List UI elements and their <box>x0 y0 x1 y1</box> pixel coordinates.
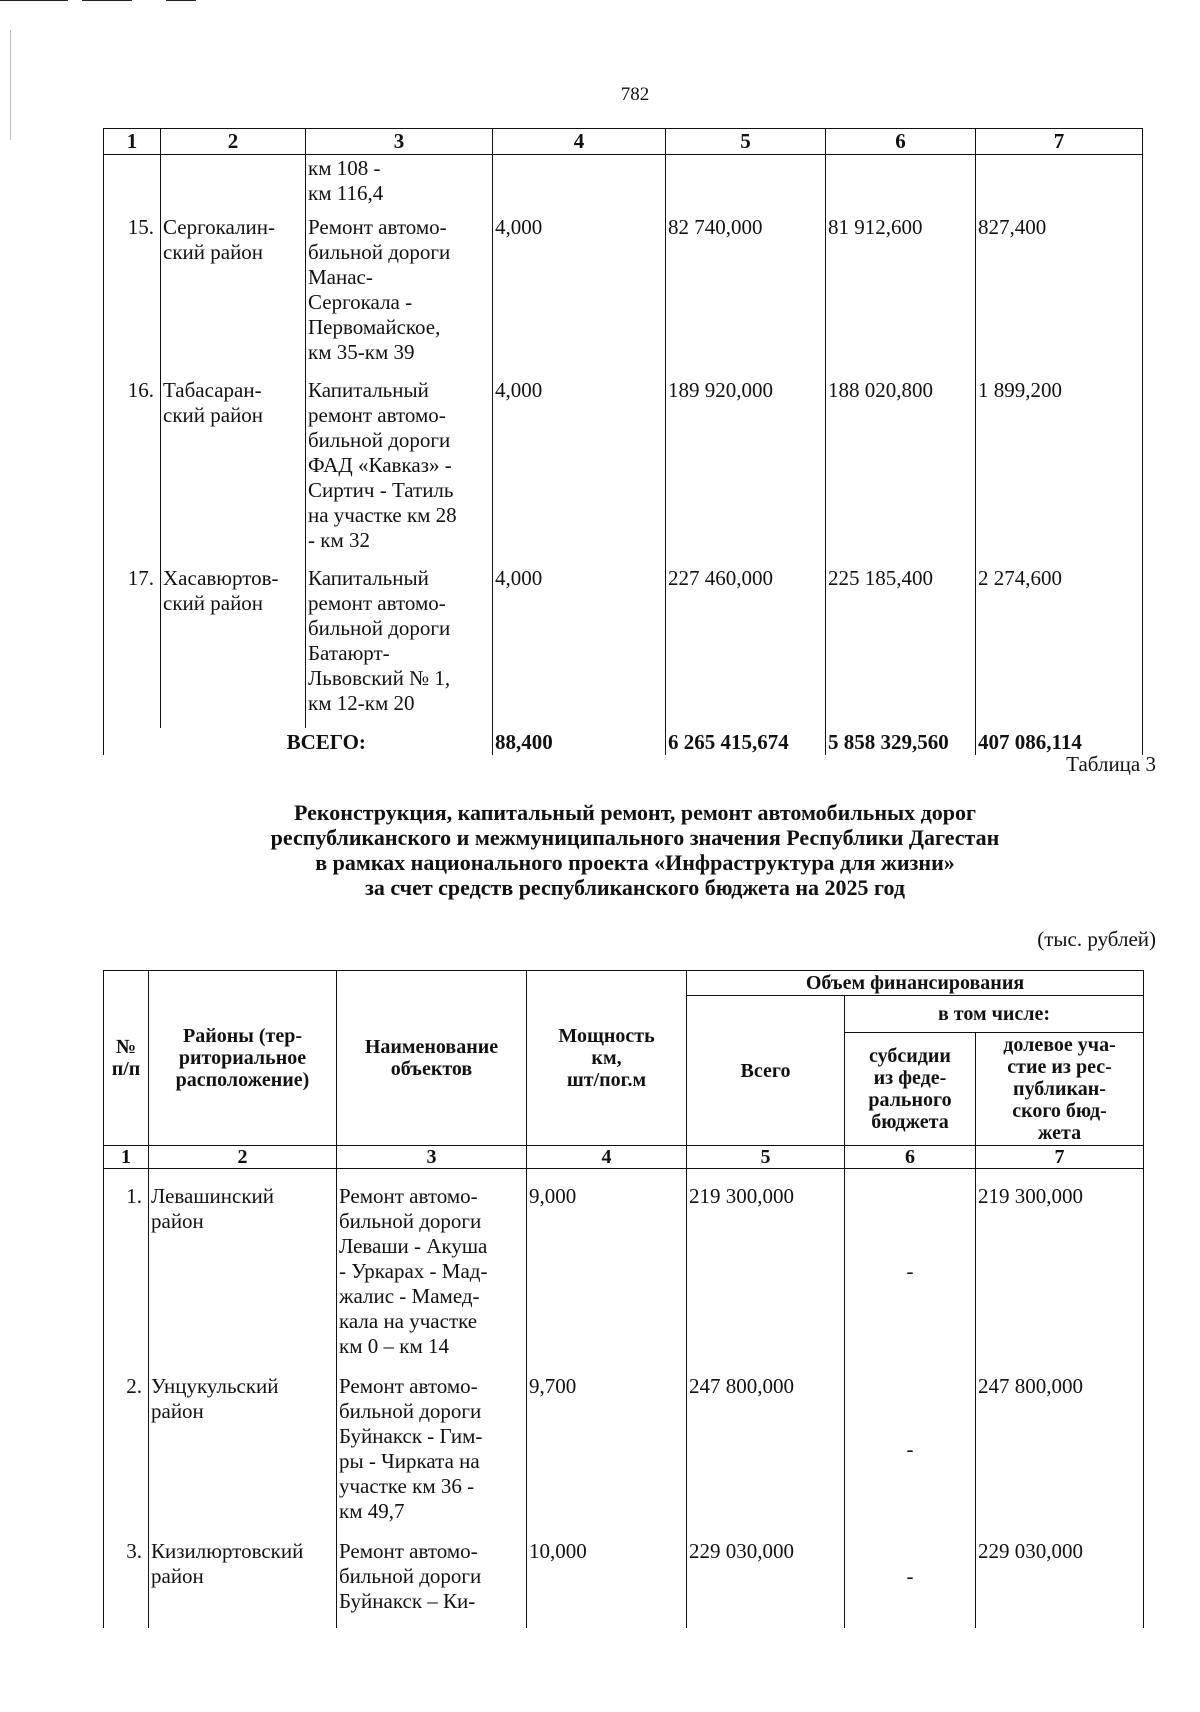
row-district: Хасавюртов- ский район <box>161 565 306 728</box>
page-number: 782 <box>620 84 650 105</box>
row-republic: 827,400 <box>976 214 1143 377</box>
row-capacity <box>493 155 666 215</box>
table-row <box>104 1183 1144 1373</box>
spacer-cell <box>149 1169 337 1184</box>
column-index-row <box>104 129 1143 155</box>
spacer-cell <box>337 1169 527 1184</box>
row-object: Капитальный ремонт автомо- бильной дороги ФАД «Кавказ» - Сиртич - Татиль на участке км 28 - км 32 <box>306 377 493 565</box>
table-caption: Таблица 3 <box>1066 752 1156 776</box>
col-index-4: 4 <box>493 129 666 155</box>
col-index-6: 6 <box>826 129 976 155</box>
row-capacity: 9,700 <box>527 1373 687 1538</box>
col2-index-1: 1 <box>104 1146 149 1169</box>
column-index-row-2 <box>104 1146 1144 1169</box>
total-row <box>104 728 1143 755</box>
total-capacity: 88,400 <box>493 728 666 755</box>
header-row-1 <box>104 971 1144 996</box>
row-capacity: 4,000 <box>493 377 666 565</box>
row-republic: 219 300,000 <box>976 1183 1144 1373</box>
spacer-cell <box>687 1169 845 1184</box>
col-index-2: 2 <box>161 129 306 155</box>
row-district: Табасаран- ский район <box>161 377 306 565</box>
spacer-cell <box>976 1169 1144 1184</box>
header-federal <box>845 1033 976 1146</box>
row-spacer <box>104 1169 1144 1184</box>
spacer-cell <box>527 1169 687 1184</box>
col-index-7: 7 <box>976 129 1143 155</box>
header-no <box>104 971 149 1146</box>
row-number: 1. <box>104 1183 149 1373</box>
total-sum: 6 265 415,674 <box>666 728 826 755</box>
col-index-3: 3 <box>306 129 493 155</box>
row-number: 16. <box>104 377 161 565</box>
funding-table-3 <box>103 970 1144 1628</box>
col2-index-4: 4 <box>527 1146 687 1169</box>
table-row <box>104 155 1143 215</box>
row-total: 189 920,000 <box>666 377 826 565</box>
row-federal: 188 020,800 <box>826 377 976 565</box>
table-row <box>104 1373 1144 1538</box>
total-federal: 5 858 329,560 <box>826 728 976 755</box>
header-republic-text: долевое уча- стие из рес- публикан- ского бюд- жета <box>1003 1034 1116 1144</box>
spacer-cell <box>104 1169 149 1184</box>
total-republic: 407 086,114 <box>976 728 1143 755</box>
row-district: Кизилюртовский район <box>149 1538 337 1628</box>
row-object: Ремонт автомо- бильной дороги Буйнакск – Ки- <box>337 1538 527 1628</box>
row-object: км 108 - км 116,4 <box>306 155 493 215</box>
row-republic: 229 030,000 <box>976 1538 1144 1628</box>
total-spacer <box>104 728 161 755</box>
header-object <box>337 971 527 1146</box>
table-title <box>120 800 1150 900</box>
col-index-1: 1 <box>104 129 161 155</box>
row-number: 15. <box>104 214 161 377</box>
row-capacity: 9,000 <box>527 1183 687 1373</box>
row-object: Ремонт автомо- бильной дороги Леваши - Акуша - Уркарах - Мад- жалис - Мамед- кала на участке км 0 – км 14 <box>337 1183 527 1373</box>
row-district <box>161 155 306 215</box>
row-total: 82 740,000 <box>666 214 826 377</box>
row-total <box>666 155 826 215</box>
row-federal: - <box>845 1538 976 1628</box>
row-total: 227 460,000 <box>666 565 826 728</box>
row-total: 219 300,000 <box>687 1183 845 1373</box>
row-total: 229 030,000 <box>687 1538 845 1628</box>
row-capacity: 4,000 <box>493 214 666 377</box>
col2-index-3: 3 <box>337 1146 527 1169</box>
row-district: Сергокалин- ский район <box>161 214 306 377</box>
row-district: Левашинский район <box>149 1183 337 1373</box>
row-total: 247 800,000 <box>687 1373 845 1538</box>
spacer-cell <box>845 1169 976 1184</box>
header-capacity <box>527 971 687 1146</box>
row-republic <box>976 155 1143 215</box>
row-number: 17. <box>104 565 161 728</box>
row-object: Ремонт автомо- бильной дороги Манас- Сергокала - Первомайское, км 35-км 39 <box>306 214 493 377</box>
units-label: (тыс. рублей) <box>1037 927 1156 951</box>
header-district <box>149 971 337 1146</box>
row-republic: 247 800,000 <box>976 1373 1144 1538</box>
header-capacity-text: Мощность км, шт/пог.м <box>558 1025 655 1091</box>
row-federal: - <box>845 1373 976 1538</box>
row-object: Ремонт автомо- бильной дороги Буйнакск - Гим- ры - Чирката на участке км 36 - км 49,7 <box>337 1373 527 1538</box>
header-total: Всего <box>687 996 845 1146</box>
total-label: ВСЕГО: <box>161 728 493 755</box>
col2-index-5: 5 <box>687 1146 845 1169</box>
table-row <box>104 214 1143 377</box>
header-object-text: Наименование объектов <box>364 1036 499 1080</box>
col2-index-6: 6 <box>845 1146 976 1169</box>
row-federal: 81 912,600 <box>826 214 976 377</box>
header-no-text: № п/п <box>111 1036 141 1080</box>
row-number: 2. <box>104 1373 149 1538</box>
table-row <box>104 565 1143 728</box>
col2-index-2: 2 <box>149 1146 337 1169</box>
row-federal <box>826 155 976 215</box>
funding-table-continued <box>103 128 1143 755</box>
row-republic: 2 274,600 <box>976 565 1143 728</box>
header-republic <box>976 1033 1144 1146</box>
table-row <box>104 1538 1144 1628</box>
header-district-text: Районы (тер- риториальное расположение) <box>175 1025 310 1091</box>
col2-index-7: 7 <box>976 1146 1144 1169</box>
row-republic: 1 899,200 <box>976 377 1143 565</box>
row-capacity: 10,000 <box>527 1538 687 1628</box>
table-title-text: Реконструкция, капитальный ремонт, ремонт автомобильных дорог республиканского и межмуниципального значения Республики Дагестан в рамках национального проекта «Инфраструктура для жизни» за счет средств республиканского бюджета на 2025 год <box>270 800 1000 900</box>
header-funding: Объем финансирования <box>687 971 1144 996</box>
table-row <box>104 377 1143 565</box>
row-number <box>104 155 161 215</box>
row-district: Унцукульский район <box>149 1373 337 1538</box>
row-object: Капитальный ремонт автомо- бильной дороги Батаюрт- Львовский № 1, км 12-км 20 <box>306 565 493 728</box>
row-federal: - <box>845 1183 976 1373</box>
header-federal-text: субсидии из феде- рального бюджета <box>868 1045 952 1133</box>
row-capacity: 4,000 <box>493 565 666 728</box>
row-federal: 225 185,400 <box>826 565 976 728</box>
col-index-5: 5 <box>666 129 826 155</box>
header-including: в том числе: <box>845 996 1144 1033</box>
row-number: 3. <box>104 1538 149 1628</box>
